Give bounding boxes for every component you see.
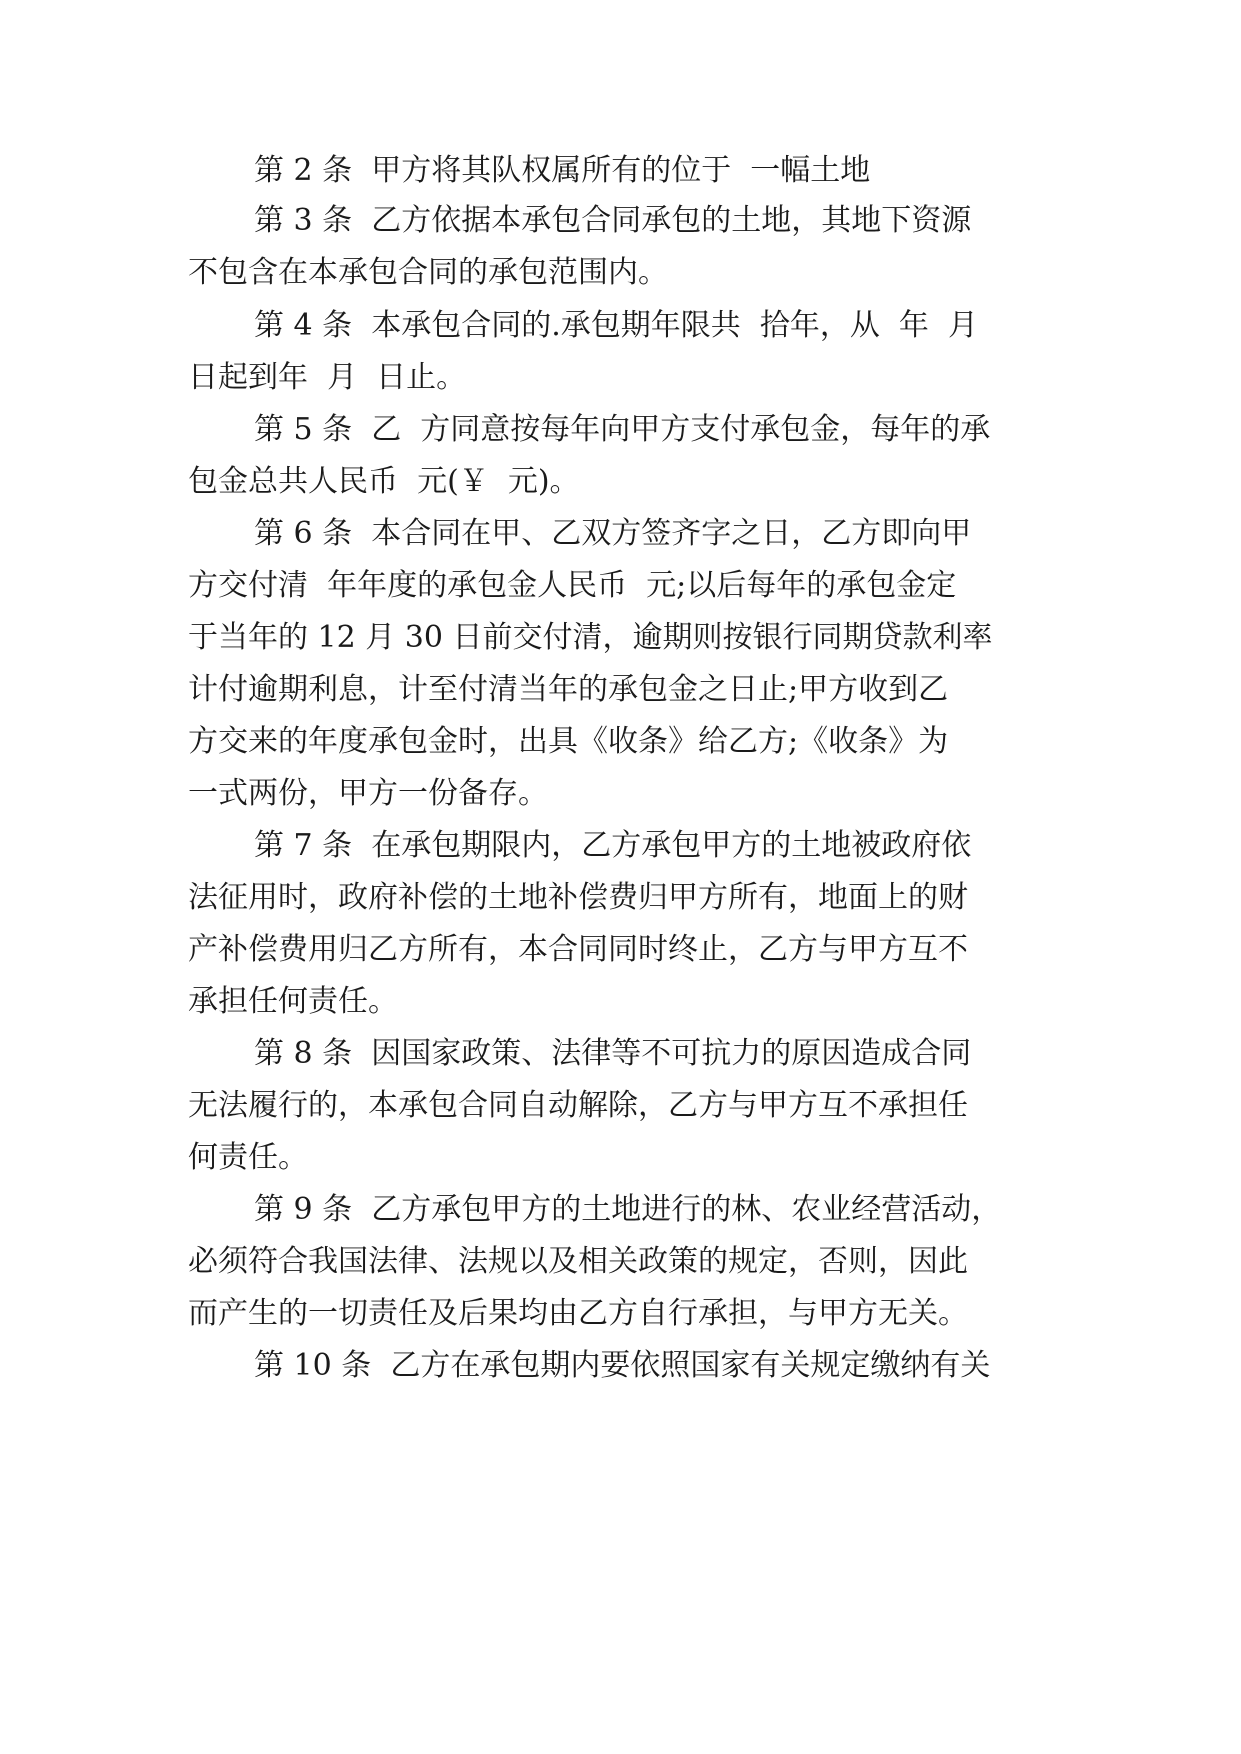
article-5-line-1: 第 5 条 乙 方同意按每年向甲方支付承包金，每年的承 [254, 412, 991, 447]
article-8-line-2: 无法履行的，本承包合同自动解除，乙方与甲方互不承担任 [188, 1088, 968, 1123]
article-4-line-1: 第 4 条 本承包合同的.承包期年限共 拾年，从 年 月 [254, 308, 978, 343]
article-7-line-2: 法征用时，政府补偿的土地补偿费归甲方所有，地面上的财 [188, 880, 968, 915]
article-8-line-1: 第 8 条 因国家政策、法律等不可抗力的原因造成合同 [254, 1036, 972, 1071]
article-6-line-2: 方交付清 年年度的承包金人民币 元;以后每年的承包金定 [188, 568, 957, 603]
article-7-line-1: 第 7 条 在承包期限内，乙方承包甲方的土地被政府依 [254, 828, 972, 863]
article-3-line-2: 不包含在本承包合同的承包范围内。 [188, 255, 668, 290]
article-6-line-6: 一式两份，甲方一份备存。 [188, 776, 548, 811]
article-9-line-1: 第 9 条 乙方承包甲方的土地进行的林、农业经营活动， [254, 1192, 1002, 1227]
article-4-line-2: 日起到年 月 日止。 [188, 360, 467, 395]
article-7-line-3: 产补偿费用归乙方所有，本合同同时终止，乙方与甲方互不 [188, 932, 968, 967]
article-7-line-4: 承担任何责任。 [188, 984, 398, 1019]
article-3-line-1: 第 3 条 乙方依据本承包合同承包的土地，其地下资源 [254, 203, 972, 238]
article-8-line-3: 何责任。 [188, 1140, 308, 1175]
article-6-line-1: 第 6 条 本合同在甲、乙双方签齐字之日，乙方即向甲 [254, 516, 972, 551]
article-10-line-1: 第 10 条 乙方在承包期内要依照国家有关规定缴纳有关 [254, 1348, 991, 1383]
article-6-line-4: 计付逾期利息，计至付清当年的承包金之日止;甲方收到乙 [188, 672, 949, 707]
article-6-line-5: 方交来的年度承包金时，出具《收条》给乙方;《收条》为 [188, 724, 949, 759]
article-6-line-3: 于当年的 12 月 30 日前交付清，逾期则按银行同期贷款利率 [188, 620, 993, 655]
article-2-line-1: 第 2 条 甲方将其队权属所有的位于 一幅土地 [254, 153, 871, 188]
article-9-line-3: 而产生的一切责任及后果均由乙方自行承担，与甲方无关。 [188, 1296, 968, 1331]
article-9-line-2: 必须符合我国法律、法规以及相关政策的规定，否则，因此 [188, 1244, 968, 1279]
article-5-line-2: 包金总共人民币 元(￥ 元)。 [188, 464, 580, 499]
